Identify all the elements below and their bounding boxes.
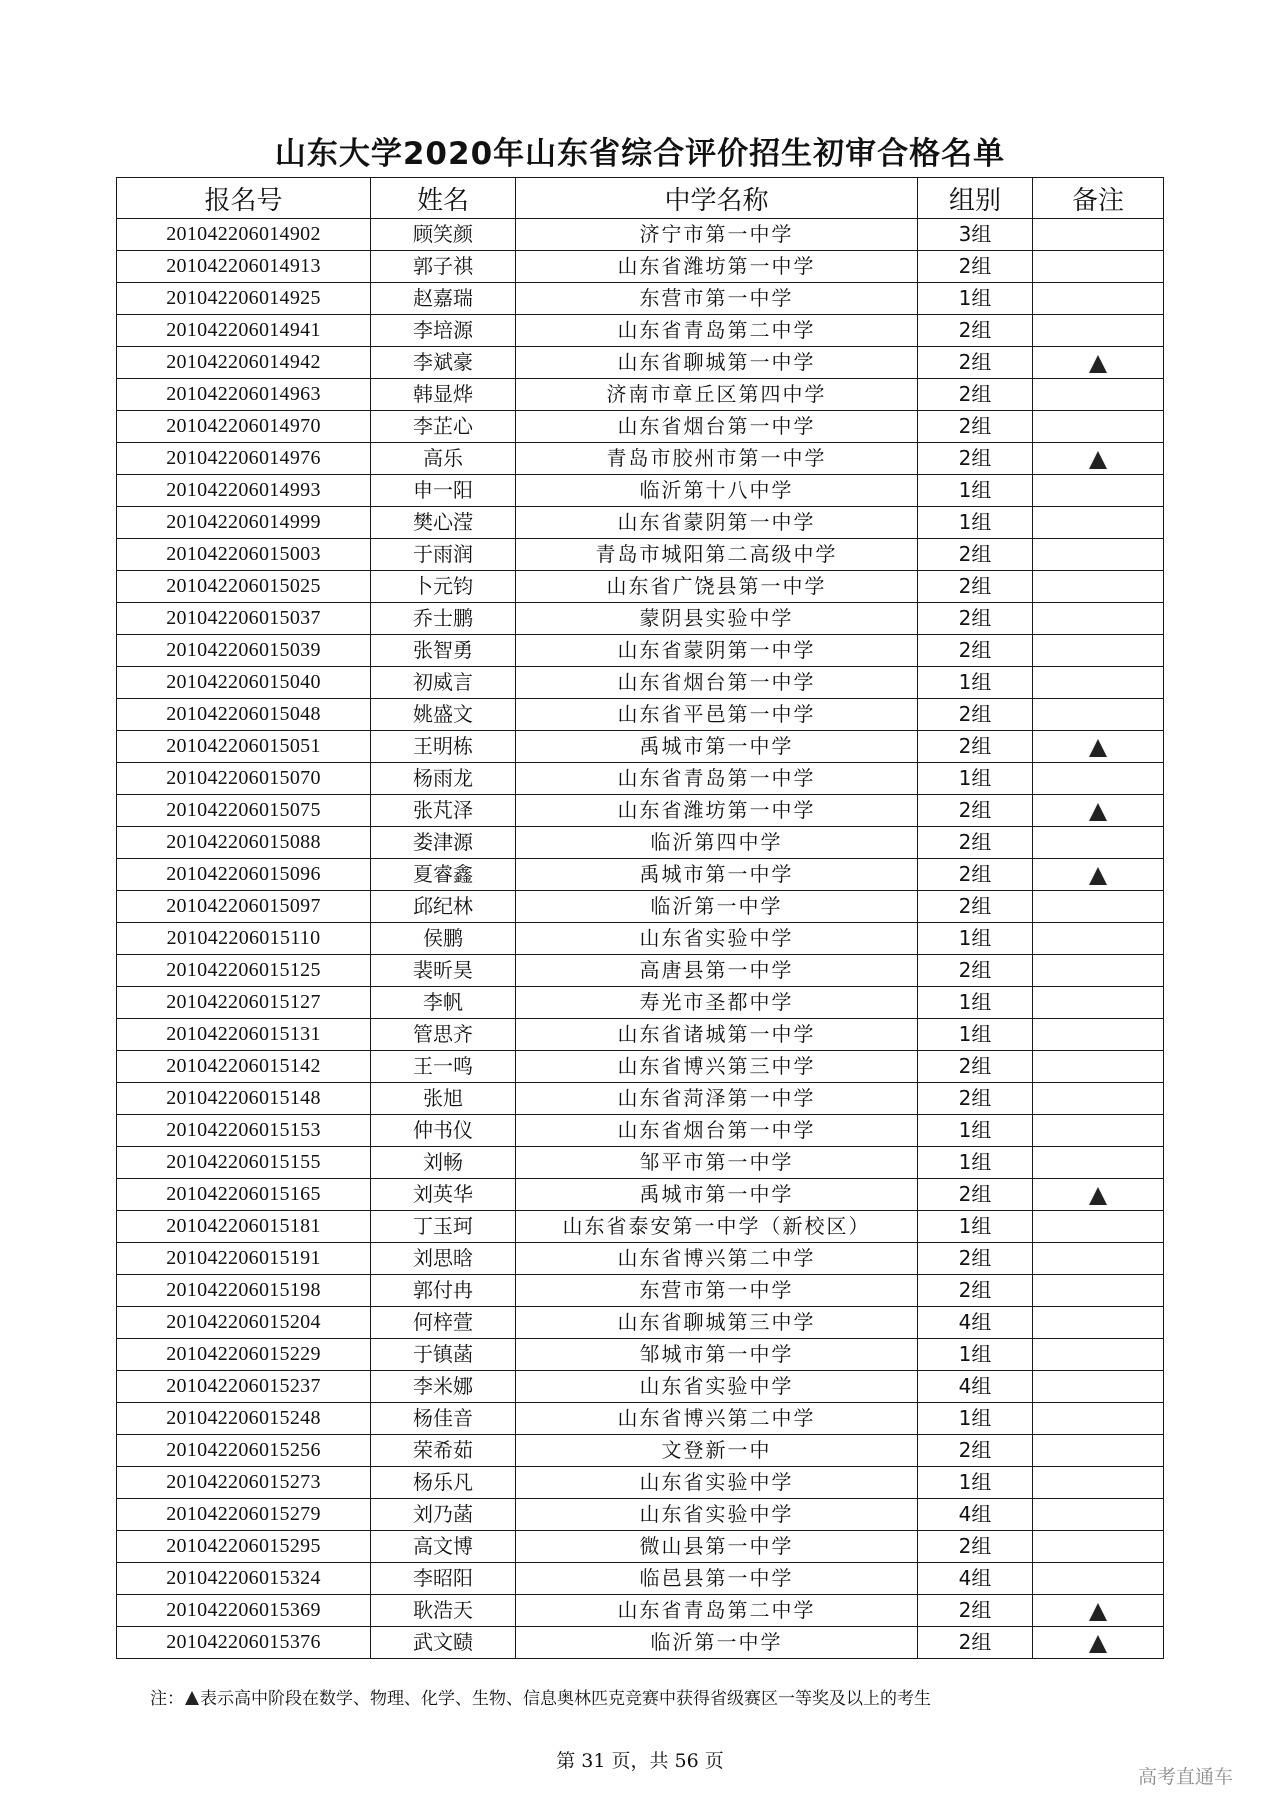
school-cell: 山东省广饶县第一中学 — [516, 571, 918, 603]
table-row — [117, 891, 1164, 923]
school-cell: 微山县第一中学 — [516, 1531, 918, 1563]
registration-number-cell: 201042206015125 — [117, 955, 371, 987]
group-cell: 2组 — [918, 347, 1033, 379]
school-cell: 东营市第一中学 — [516, 283, 918, 315]
name-cell: 刘思晗 — [371, 1243, 516, 1275]
table-row — [117, 795, 1164, 827]
column-header-group: 组别 — [918, 178, 1033, 219]
name-cell: 张旭 — [371, 1083, 516, 1115]
group-cell: 2组 — [918, 1179, 1033, 1211]
name-cell: 郭子祺 — [371, 251, 516, 283]
note-cell — [1033, 1563, 1164, 1595]
triangle-marker-icon — [1089, 739, 1107, 757]
watermark: 高考直通车 — [1138, 1766, 1234, 1788]
group-cell: 1组 — [918, 507, 1033, 539]
note-cell — [1033, 283, 1164, 315]
name-cell: 乔士鹏 — [371, 603, 516, 635]
note-cell — [1033, 1403, 1164, 1435]
school-cell: 山东省博兴第二中学 — [516, 1243, 918, 1275]
group-cell: 1组 — [918, 1211, 1033, 1243]
candidate-table — [116, 177, 1164, 1659]
registration-number-cell: 201042206015127 — [117, 987, 371, 1019]
group-cell: 2组 — [918, 955, 1033, 987]
note-cell — [1033, 827, 1164, 859]
registration-number-cell: 201042206015237 — [117, 1371, 371, 1403]
group-cell: 2组 — [918, 731, 1033, 763]
school-cell: 山东省泰安第一中学（新校区） — [516, 1211, 918, 1243]
note-cell — [1033, 731, 1164, 763]
note-cell — [1033, 475, 1164, 507]
school-cell: 山东省潍坊第一中学 — [516, 795, 918, 827]
note-cell — [1033, 1371, 1164, 1403]
name-cell: 高乐 — [371, 443, 516, 475]
note-cell — [1033, 1243, 1164, 1275]
group-cell: 4组 — [918, 1371, 1033, 1403]
school-cell: 济南市章丘区第四中学 — [516, 379, 918, 411]
footnote-prefix: 注： — [150, 1689, 184, 1709]
name-cell: 荣希茹 — [371, 1435, 516, 1467]
note-cell — [1033, 699, 1164, 731]
note-cell — [1033, 347, 1164, 379]
note-cell — [1033, 507, 1164, 539]
name-cell: 杨乐凡 — [371, 1467, 516, 1499]
group-cell: 1组 — [918, 1147, 1033, 1179]
group-cell: 2组 — [918, 315, 1033, 347]
registration-number-cell: 201042206015025 — [117, 571, 371, 603]
footnote — [150, 1684, 931, 1709]
group-cell: 1组 — [918, 475, 1033, 507]
registration-number-cell: 201042206015204 — [117, 1307, 371, 1339]
school-cell: 东营市第一中学 — [516, 1275, 918, 1307]
name-cell: 娄津源 — [371, 827, 516, 859]
table-row — [117, 763, 1164, 795]
triangle-marker-icon — [1089, 451, 1107, 469]
note-cell — [1033, 795, 1164, 827]
name-cell: 李斌豪 — [371, 347, 516, 379]
note-cell — [1033, 1019, 1164, 1051]
school-cell: 临沂第一中学 — [516, 891, 918, 923]
group-cell: 2组 — [918, 1595, 1033, 1627]
table-row — [117, 1467, 1164, 1499]
name-cell: 郭付冉 — [371, 1275, 516, 1307]
group-cell: 2组 — [918, 379, 1033, 411]
school-cell: 山东省青岛第二中学 — [516, 1595, 918, 1627]
page-title: 山东大学2020年山东省综合评价招生初审合格名单 — [274, 136, 1006, 172]
registration-number-cell: 201042206015142 — [117, 1051, 371, 1083]
note-cell — [1033, 1627, 1164, 1659]
note-cell — [1033, 1339, 1164, 1371]
name-cell: 仲书仪 — [371, 1115, 516, 1147]
registration-number-cell: 201042206015181 — [117, 1211, 371, 1243]
group-cell: 4组 — [918, 1499, 1033, 1531]
school-cell: 山东省潍坊第一中学 — [516, 251, 918, 283]
table-row — [117, 475, 1164, 507]
name-cell: 张智勇 — [371, 635, 516, 667]
table-row — [117, 1403, 1164, 1435]
table-row — [117, 443, 1164, 475]
note-cell — [1033, 571, 1164, 603]
registration-number-cell: 201042206014913 — [117, 251, 371, 283]
school-cell: 山东省实验中学 — [516, 1499, 918, 1531]
table-row — [117, 507, 1164, 539]
registration-number-cell: 201042206015191 — [117, 1243, 371, 1275]
note-cell — [1033, 1275, 1164, 1307]
registration-number-cell: 201042206015088 — [117, 827, 371, 859]
table-row — [117, 1083, 1164, 1115]
note-cell — [1033, 1435, 1164, 1467]
registration-number-cell: 201042206015198 — [117, 1275, 371, 1307]
note-cell — [1033, 251, 1164, 283]
table-row — [117, 1307, 1164, 1339]
note-cell — [1033, 1051, 1164, 1083]
table-row — [117, 1435, 1164, 1467]
page-number: 第 31 页，共 56 页 — [556, 1750, 724, 1772]
registration-number-cell: 201042206015248 — [117, 1403, 371, 1435]
school-cell: 山东省聊城第三中学 — [516, 1307, 918, 1339]
group-cell: 1组 — [918, 763, 1033, 795]
table-row — [117, 1147, 1164, 1179]
table-row — [117, 1275, 1164, 1307]
group-cell: 2组 — [918, 635, 1033, 667]
note-cell — [1033, 1467, 1164, 1499]
table-body — [117, 219, 1164, 1659]
name-cell: 杨雨龙 — [371, 763, 516, 795]
school-cell: 山东省诸城第一中学 — [516, 1019, 918, 1051]
group-cell: 1组 — [918, 1467, 1033, 1499]
name-cell: 张芃泽 — [371, 795, 516, 827]
school-cell: 山东省博兴第二中学 — [516, 1403, 918, 1435]
registration-number-cell: 201042206014941 — [117, 315, 371, 347]
name-cell: 夏睿鑫 — [371, 859, 516, 891]
name-cell: 邱纪林 — [371, 891, 516, 923]
name-cell: 赵嘉瑞 — [371, 283, 516, 315]
school-cell: 山东省实验中学 — [516, 923, 918, 955]
name-cell: 耿浩天 — [371, 1595, 516, 1627]
school-cell: 青岛市胶州市第一中学 — [516, 443, 918, 475]
registration-number-cell: 201042206014902 — [117, 219, 371, 251]
note-cell — [1033, 603, 1164, 635]
group-cell: 2组 — [918, 1627, 1033, 1659]
name-cell: 刘英华 — [371, 1179, 516, 1211]
name-cell: 高文博 — [371, 1531, 516, 1563]
registration-number-cell: 201042206015110 — [117, 923, 371, 955]
group-cell: 1组 — [918, 923, 1033, 955]
table-row — [117, 347, 1164, 379]
note-cell — [1033, 955, 1164, 987]
column-header-registration-number: 报名号 — [117, 178, 371, 219]
group-cell: 2组 — [918, 1051, 1033, 1083]
registration-number-cell: 201042206014993 — [117, 475, 371, 507]
registration-number-cell: 201042206015051 — [117, 731, 371, 763]
name-cell: 刘畅 — [371, 1147, 516, 1179]
table-row — [117, 1019, 1164, 1051]
table-row — [117, 699, 1164, 731]
registration-number-cell: 201042206015295 — [117, 1531, 371, 1563]
table-header-row — [117, 178, 1164, 219]
note-cell — [1033, 539, 1164, 571]
name-cell: 管思齐 — [371, 1019, 516, 1051]
table-row — [117, 1563, 1164, 1595]
note-cell — [1033, 1115, 1164, 1147]
note-cell — [1033, 667, 1164, 699]
table-row — [117, 1371, 1164, 1403]
school-cell: 临沂第十八中学 — [516, 475, 918, 507]
table-row — [117, 635, 1164, 667]
name-cell: 初威言 — [371, 667, 516, 699]
registration-number-cell: 201042206014999 — [117, 507, 371, 539]
registration-number-cell: 201042206015165 — [117, 1179, 371, 1211]
note-cell — [1033, 315, 1164, 347]
school-cell: 山东省菏泽第一中学 — [516, 1083, 918, 1115]
school-cell: 邹平市第一中学 — [516, 1147, 918, 1179]
name-cell: 李米娜 — [371, 1371, 516, 1403]
group-cell: 4组 — [918, 1307, 1033, 1339]
name-cell: 姚盛文 — [371, 699, 516, 731]
note-cell — [1033, 859, 1164, 891]
note-cell — [1033, 1531, 1164, 1563]
school-cell: 济宁市第一中学 — [516, 219, 918, 251]
name-cell: 王一鸣 — [371, 1051, 516, 1083]
school-cell: 山东省烟台第一中学 — [516, 1115, 918, 1147]
name-cell: 李帆 — [371, 987, 516, 1019]
name-cell: 于雨润 — [371, 539, 516, 571]
column-header-school: 中学名称 — [516, 178, 918, 219]
note-cell — [1033, 379, 1164, 411]
note-cell — [1033, 1147, 1164, 1179]
table-row — [117, 219, 1164, 251]
registration-number-cell: 201042206015039 — [117, 635, 371, 667]
triangle-marker-icon — [1089, 803, 1107, 821]
note-cell — [1033, 987, 1164, 1019]
registration-number-cell: 201042206014942 — [117, 347, 371, 379]
registration-number-cell: 201042206015037 — [117, 603, 371, 635]
school-cell: 禹城市第一中学 — [516, 859, 918, 891]
table-row — [117, 667, 1164, 699]
registration-number-cell: 201042206015096 — [117, 859, 371, 891]
footnote-text: 表示高中阶段在数学、物理、化学、生物、信息奥林匹克竞赛中获得省级赛区一等奖及以上的考生 — [200, 1689, 931, 1709]
school-cell: 寿光市圣都中学 — [516, 987, 918, 1019]
table-row — [117, 283, 1164, 315]
school-cell: 禹城市第一中学 — [516, 1179, 918, 1211]
name-cell: 王明栋 — [371, 731, 516, 763]
name-cell: 卜元钧 — [371, 571, 516, 603]
group-cell: 2组 — [918, 443, 1033, 475]
column-header-note: 备注 — [1033, 178, 1164, 219]
registration-number-cell: 201042206014970 — [117, 411, 371, 443]
registration-number-cell: 201042206015048 — [117, 699, 371, 731]
registration-number-cell: 201042206015273 — [117, 1467, 371, 1499]
name-cell: 韩显烨 — [371, 379, 516, 411]
table-row — [117, 379, 1164, 411]
table-row — [117, 1531, 1164, 1563]
registration-number-cell: 201042206015155 — [117, 1147, 371, 1179]
group-cell: 2组 — [918, 795, 1033, 827]
note-cell — [1033, 219, 1164, 251]
registration-number-cell: 201042206015153 — [117, 1115, 371, 1147]
group-cell: 2组 — [918, 571, 1033, 603]
name-cell: 顾笑颜 — [371, 219, 516, 251]
name-cell: 丁玉珂 — [371, 1211, 516, 1243]
table-row — [117, 571, 1164, 603]
registration-number-cell: 201042206015229 — [117, 1339, 371, 1371]
school-cell: 高唐县第一中学 — [516, 955, 918, 987]
triangle-marker-icon — [1089, 1603, 1107, 1621]
school-cell: 文登新一中 — [516, 1435, 918, 1467]
group-cell: 4组 — [918, 1563, 1033, 1595]
registration-number-cell: 201042206015070 — [117, 763, 371, 795]
triangle-marker-icon — [1089, 355, 1107, 373]
table-row — [117, 987, 1164, 1019]
school-cell: 山东省烟台第一中学 — [516, 667, 918, 699]
registration-number-cell: 201042206014976 — [117, 443, 371, 475]
table-row — [117, 923, 1164, 955]
triangle-marker-icon — [1089, 1187, 1107, 1205]
group-cell: 2组 — [918, 859, 1033, 891]
group-cell: 1组 — [918, 283, 1033, 315]
note-cell — [1033, 1083, 1164, 1115]
group-cell: 1组 — [918, 1019, 1033, 1051]
note-cell — [1033, 1499, 1164, 1531]
school-cell: 临沂第四中学 — [516, 827, 918, 859]
registration-number-cell: 201042206015369 — [117, 1595, 371, 1627]
registration-number-cell: 201042206015256 — [117, 1435, 371, 1467]
note-cell — [1033, 1595, 1164, 1627]
table-row — [117, 315, 1164, 347]
school-cell: 山东省青岛第一中学 — [516, 763, 918, 795]
school-cell: 山东省蒙阴第一中学 — [516, 635, 918, 667]
registration-number-cell: 201042206015279 — [117, 1499, 371, 1531]
table-row — [117, 1211, 1164, 1243]
group-cell: 2组 — [918, 411, 1033, 443]
note-cell — [1033, 1211, 1164, 1243]
triangle-marker-icon — [1089, 1635, 1107, 1653]
name-cell: 樊心滢 — [371, 507, 516, 539]
school-cell: 邹城市第一中学 — [516, 1339, 918, 1371]
table-row — [117, 603, 1164, 635]
column-header-name: 姓名 — [371, 178, 516, 219]
group-cell: 1组 — [918, 1115, 1033, 1147]
note-cell — [1033, 635, 1164, 667]
name-cell: 侯鹏 — [371, 923, 516, 955]
school-cell: 蒙阴县实验中学 — [516, 603, 918, 635]
group-cell: 1组 — [918, 1403, 1033, 1435]
table-row — [117, 955, 1164, 987]
table-row — [117, 731, 1164, 763]
table-row — [117, 1051, 1164, 1083]
school-cell: 山东省青岛第二中学 — [516, 315, 918, 347]
note-cell — [1033, 1179, 1164, 1211]
registration-number-cell: 201042206015376 — [117, 1627, 371, 1659]
table-row — [117, 1595, 1164, 1627]
school-cell: 山东省蒙阴第一中学 — [516, 507, 918, 539]
name-cell: 裴昕昊 — [371, 955, 516, 987]
school-cell: 青岛市城阳第二高级中学 — [516, 539, 918, 571]
school-cell: 山东省烟台第一中学 — [516, 411, 918, 443]
name-cell: 于镇菡 — [371, 1339, 516, 1371]
school-cell: 山东省聊城第一中学 — [516, 347, 918, 379]
school-cell: 山东省实验中学 — [516, 1371, 918, 1403]
table-row — [117, 1179, 1164, 1211]
name-cell: 杨佳音 — [371, 1403, 516, 1435]
group-cell: 2组 — [918, 1531, 1033, 1563]
note-cell — [1033, 891, 1164, 923]
name-cell: 李培源 — [371, 315, 516, 347]
group-cell: 2组 — [918, 891, 1033, 923]
registration-number-cell: 201042206014963 — [117, 379, 371, 411]
name-cell: 申一阳 — [371, 475, 516, 507]
triangle-marker-icon — [1089, 867, 1107, 885]
registration-number-cell: 201042206015148 — [117, 1083, 371, 1115]
registration-number-cell: 201042206015075 — [117, 795, 371, 827]
registration-number-cell: 201042206015324 — [117, 1563, 371, 1595]
note-cell — [1033, 1307, 1164, 1339]
note-cell — [1033, 411, 1164, 443]
table-row — [117, 827, 1164, 859]
table-row — [117, 411, 1164, 443]
registration-number-cell: 201042206015040 — [117, 667, 371, 699]
group-cell: 2组 — [918, 539, 1033, 571]
school-cell: 山东省实验中学 — [516, 1467, 918, 1499]
school-cell: 山东省平邑第一中学 — [516, 699, 918, 731]
name-cell: 刘乃菡 — [371, 1499, 516, 1531]
name-cell: 李昭阳 — [371, 1563, 516, 1595]
table-row — [117, 1339, 1164, 1371]
school-cell: 临邑县第一中学 — [516, 1563, 918, 1595]
group-cell: 2组 — [918, 1275, 1033, 1307]
name-cell: 李芷心 — [371, 411, 516, 443]
group-cell: 2组 — [918, 1243, 1033, 1275]
group-cell: 2组 — [918, 1435, 1033, 1467]
group-cell: 1组 — [918, 987, 1033, 1019]
group-cell: 2组 — [918, 699, 1033, 731]
table-row — [117, 859, 1164, 891]
registration-number-cell: 201042206015131 — [117, 1019, 371, 1051]
group-cell: 2组 — [918, 827, 1033, 859]
table-row — [117, 539, 1164, 571]
group-cell: 2组 — [918, 603, 1033, 635]
name-cell: 武文赜 — [371, 1627, 516, 1659]
group-cell: 3组 — [918, 219, 1033, 251]
registration-number-cell: 201042206015003 — [117, 539, 371, 571]
group-cell: 1组 — [918, 667, 1033, 699]
note-cell — [1033, 923, 1164, 955]
school-cell: 禹城市第一中学 — [516, 731, 918, 763]
table-row — [117, 1627, 1164, 1659]
triangle-marker-icon — [185, 1691, 199, 1705]
school-cell: 山东省博兴第三中学 — [516, 1051, 918, 1083]
school-cell: 临沂第一中学 — [516, 1627, 918, 1659]
registration-number-cell: 201042206015097 — [117, 891, 371, 923]
note-cell — [1033, 443, 1164, 475]
group-cell: 2组 — [918, 251, 1033, 283]
group-cell: 1组 — [918, 1339, 1033, 1371]
name-cell: 何梓萱 — [371, 1307, 516, 1339]
group-cell: 2组 — [918, 1083, 1033, 1115]
table-row — [117, 1115, 1164, 1147]
note-cell — [1033, 763, 1164, 795]
table-row — [117, 251, 1164, 283]
table-row — [117, 1243, 1164, 1275]
registration-number-cell: 201042206014925 — [117, 283, 371, 315]
table-row — [117, 1499, 1164, 1531]
